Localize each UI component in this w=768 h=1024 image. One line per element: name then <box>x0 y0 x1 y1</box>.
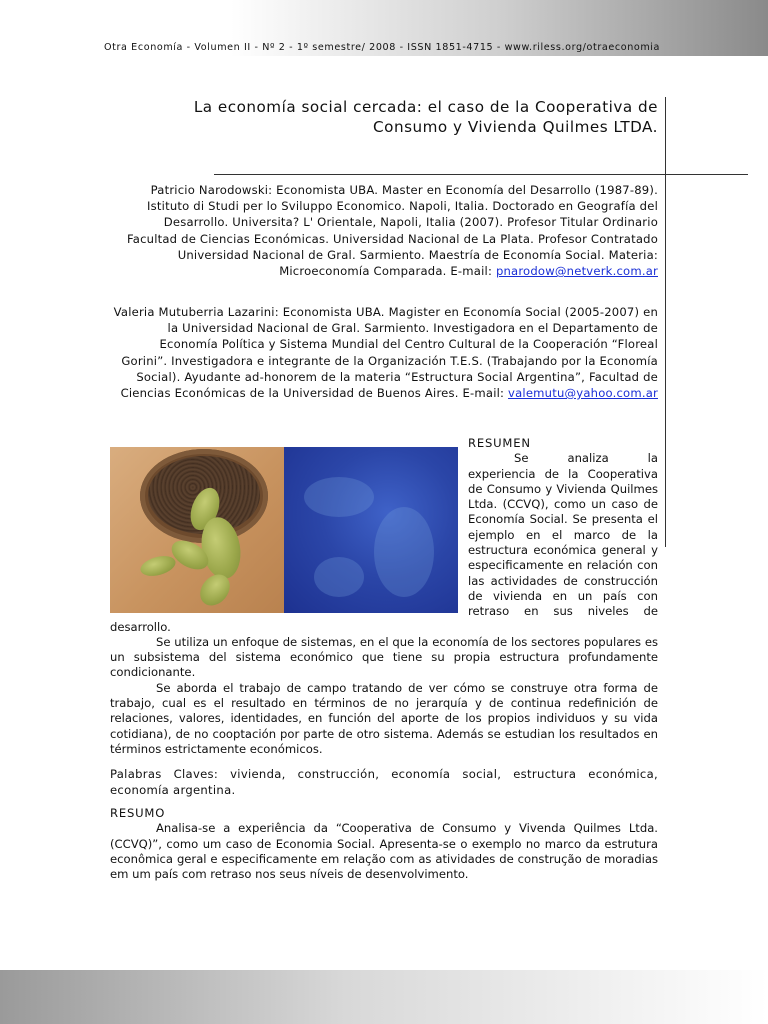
resumen-heading: RESUMEN <box>468 436 531 450</box>
cover-illustration <box>110 447 458 613</box>
resumen-paragraph-3: Se aborda el trabajo de campo tratando de ver cómo se construye otra forma de trabajo, cual es el resultado en términos de no jerarquía y de continua redefinición de relaciones, valores, identidades, en función del aporte de los propios individuos y su vida cotidiana), de no cooptación por parte de otro sistema. Además se estudian los resultados en términos estrictamente económicos. <box>110 680 658 756</box>
cactus-photo <box>110 447 284 613</box>
author-bio-text: Valeria Mutuberria Lazarini: Economista UBA. Magister en Economía Social (2005-2007) en la Universidad Nacional de Gral. Sarmiento. Investigadora en el Departamento de Economía Política y Sistema Mundial del Centro Cultural de la Cooperación “Floreal Gorini”. Investigadora e integrante de la Organización T.E.S. (Trabajando por la Economía Social). Ayudante ad-honorem de la materia “Estructura Social Argentina”, Facultad de Ciencias Económicas de la Universidad de Buenos Aires. E-mail: <box>113 305 658 401</box>
resumo-heading: RESUMO <box>110 806 166 820</box>
author-bio-2 <box>110 304 658 401</box>
journal-header: Otra Economía - Volumen II - Nº 2 - 1º semestre/ 2008 - ISSN 1851-4715 - www.riless.org/otraeconomia <box>104 42 661 53</box>
resumen-paragraph-2: Se utiliza un enfoque de sistemas, en el que la economía de los sectores populares es un subsistema del sistema económico que tiene su propia estructura profundamente condicionante. <box>110 634 658 680</box>
article-title-line-2: Consumo y Vivienda Quilmes LTDA. <box>373 118 658 136</box>
resumen-section <box>110 436 658 798</box>
author-email-link[interactable]: valemutu@yahoo.com.ar <box>508 386 658 401</box>
keywords: Palabras Claves: vivienda, construcción, economía social, estructura económica, economía argentina. <box>110 767 658 797</box>
article-title-line-1: La economía social cercada: el caso de la Cooperativa de <box>193 98 658 116</box>
article-title <box>150 97 658 137</box>
blue-painting <box>284 447 458 613</box>
author-email-link[interactable]: pnarodow@netverk.com.ar <box>495 264 658 279</box>
author-bio-1 <box>110 182 658 279</box>
author-bio-text: Patricio Narodowski: Economista UBA. Master en Economía del Desarrollo (1987-89). Istituto di Studi per lo Sviluppo Economico. Napoli, Italia. Doctorado en Geografía del Desarrollo. Universita? L' Orientale, Napoli, Italia (2007). Profesor Titular Ordinario Facultad de Ciencias Económicas. Universidad Nacional de La Plata. Profesor Contratado Universidad Nacional de Gral. Sarmiento. Maestría de Economía Social. Materia: Microeconomía Comparada. E-mail: <box>126 183 658 279</box>
horizontal-rule <box>214 174 748 175</box>
vertical-rule <box>665 97 666 547</box>
footer-band <box>0 970 768 1024</box>
resumen-paragraph-1: Se analiza la experiencia de la Cooperativa de Consumo y Vivienda Quilmes Ltda. (CCVQ), como un caso de Economía Social. Se presenta el ejemplo en el marco de la estructura económica general y especificamente en relación con las actividades de construcción de vivienda en un país con retraso en sus niveles de desarrollo. <box>110 451 658 634</box>
resumo-paragraph-1: Analisa-se a experiência da “Cooperativa de Consumo y Vivenda Quilmes Ltda. (CCVQ)”, como um caso de Economia Social. Apresenta-se o exemplo no marco da estrutura econômica geral e especificamente em relação com as atividades de construção de moradias em um país com retraso nos seus níveis de desenvolvimento. <box>110 821 658 882</box>
resumo-section <box>110 806 658 882</box>
